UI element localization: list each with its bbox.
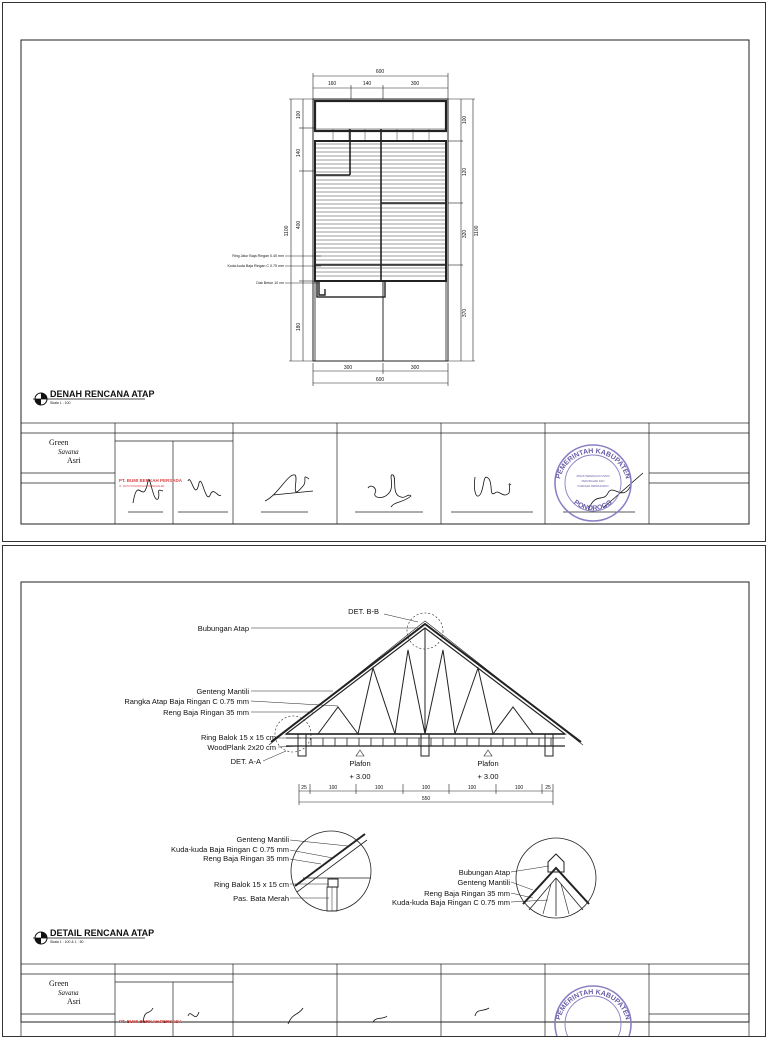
dim-right-1: 100	[462, 115, 468, 125]
label-plafon-1: Plafon	[349, 759, 371, 768]
stamp-top-text: PEMERINTAH KABUPATEN	[555, 447, 631, 480]
dim-seg-2: 100	[328, 785, 338, 791]
roof-detail-title: DETAIL RENCANA ATAP	[50, 928, 155, 938]
dim-seg-7: 25	[545, 785, 551, 791]
detail-b-genteng: Genteng Mantili	[457, 878, 510, 887]
detail-a-kuda-kuda: Kuda-kuda Baja Ringan C 0.75 mm	[171, 845, 289, 854]
roof-truss-elevation	[269, 613, 583, 756]
label-reng: Reng Baja Ringan 35 mm	[163, 708, 249, 717]
dim-bottom-total: 600	[375, 377, 385, 383]
detail-b-kuda-kuda: Kuda-kuda Baja Ringan C 0.75 mm	[392, 898, 510, 907]
dim-bottom-1: 300	[343, 365, 353, 371]
detail-b-circle	[516, 838, 596, 918]
label-bubungan: Bubungan Atap	[197, 624, 249, 633]
brand-line-2: Savana	[58, 448, 79, 456]
detail-a-circle	[291, 831, 371, 911]
stamp-inner-2: PERUMAHAN DAN	[581, 480, 605, 483]
dim-bottom-2: 300	[410, 365, 420, 371]
callout-dak-beton: Dak Beton 10 cm	[256, 281, 284, 285]
title-block	[21, 423, 749, 524]
dim-left-total: 1100	[284, 225, 290, 237]
official-stamp	[555, 445, 631, 521]
stamp-bottom-text: PONOROGO	[572, 499, 614, 513]
title-block-2	[21, 964, 749, 1036]
stamp-inner-3: KAWASAN PERMUKIMAN	[577, 485, 609, 488]
detail-b-reng: Reng Baja Ringan 35 mm	[424, 889, 510, 898]
stamp-inner-1: DINAS PEKERJAAN UMUM	[576, 475, 610, 478]
roof-detail-drawing	[3, 546, 765, 1036]
dim-seg-1: 25	[301, 785, 307, 791]
detail-a-bata: Pas. Bata Merah	[233, 894, 289, 903]
dim-right-3: 320	[462, 229, 468, 239]
dim-left-4: 180	[296, 322, 302, 332]
label-det-bb: DET. B-B	[348, 607, 379, 616]
roof-plan-scale: Skala 1 : 100	[50, 401, 71, 405]
drawing-sheet-roof-detail	[2, 545, 766, 1037]
stamp-top-text-b: PEMERINTAH KABUPATEN	[555, 988, 631, 1021]
dim-left-2: 140	[296, 148, 302, 158]
dim-total: 550	[421, 796, 431, 802]
dim-left-1: 100	[296, 110, 302, 120]
company-address: JL. RAYA PONOROGO TRENGGALEK	[119, 485, 165, 488]
label-ring-balok: Ring Balok 15 x 15 cm	[200, 733, 276, 742]
dim-right-total: 1100	[474, 225, 480, 237]
callout-kuda-kuda: Kuda-kuda Baja Ringan C 0.75 mm	[227, 264, 284, 268]
roof-plan-title: DENAH RENCANA ATAP	[50, 389, 155, 399]
left-dimensions	[289, 99, 315, 361]
brand-line-3: Asri	[67, 456, 81, 465]
official-stamp-2	[555, 986, 631, 1036]
dim-top-1: 160	[327, 81, 337, 87]
label-rangka: Rangka Atap Baja Ringan C 0.75 mm	[124, 697, 249, 706]
detail-a-genteng: Genteng Mantili	[236, 835, 289, 844]
dim-right-2: 120	[462, 167, 468, 177]
brand-line-1-b: Green	[49, 979, 69, 988]
label-plafon-2: Plafon	[477, 759, 499, 768]
dim-top-total: 600	[375, 69, 385, 75]
detail-b-bubungan: Bubungan Atap	[458, 868, 510, 877]
dim-top-3: 300	[410, 81, 420, 87]
dim-top-2: 140	[362, 81, 372, 87]
drawing-sheet-roof-plan	[2, 2, 766, 542]
label-elev-1: + 3.00	[349, 772, 371, 781]
brand-line-2-b: Savana	[58, 989, 79, 997]
label-woodplank: WoodPlank 2x20 cm	[207, 743, 276, 752]
roof-plan	[313, 99, 448, 361]
brand-line-3-b: Asri	[67, 997, 81, 1006]
callout-ring-jalur: Ring Jalur Baja Ringan 0.40 mm	[232, 254, 284, 258]
label-det-aa: DET. A-A	[230, 757, 261, 766]
brand-line-1: Green	[49, 438, 69, 447]
company-name-b: PT. BUMI BERKAH PERSADA	[119, 1019, 183, 1024]
company-name: PT. BUMI BERKAH PERSADA	[119, 478, 183, 483]
dim-seg-4: 100	[421, 785, 431, 791]
label-elev-2: + 3.00	[477, 772, 499, 781]
detail-a-reng: Reng Baja Ringan 35 mm	[203, 854, 289, 863]
dim-seg-6: 100	[514, 785, 524, 791]
roof-detail-scale: Skala 1 : 100 & 1 : 50	[50, 940, 84, 944]
dim-seg-5: 100	[467, 785, 477, 791]
dim-seg-3: 100	[374, 785, 384, 791]
detail-a-ring-balok: Ring Balok 15 x 15 cm	[213, 880, 289, 889]
label-genteng: Genteng Mantili	[196, 687, 249, 696]
dim-right-4: 370	[462, 308, 468, 318]
roof-plan-drawing	[3, 3, 765, 541]
dim-left-3: 400	[296, 220, 302, 230]
